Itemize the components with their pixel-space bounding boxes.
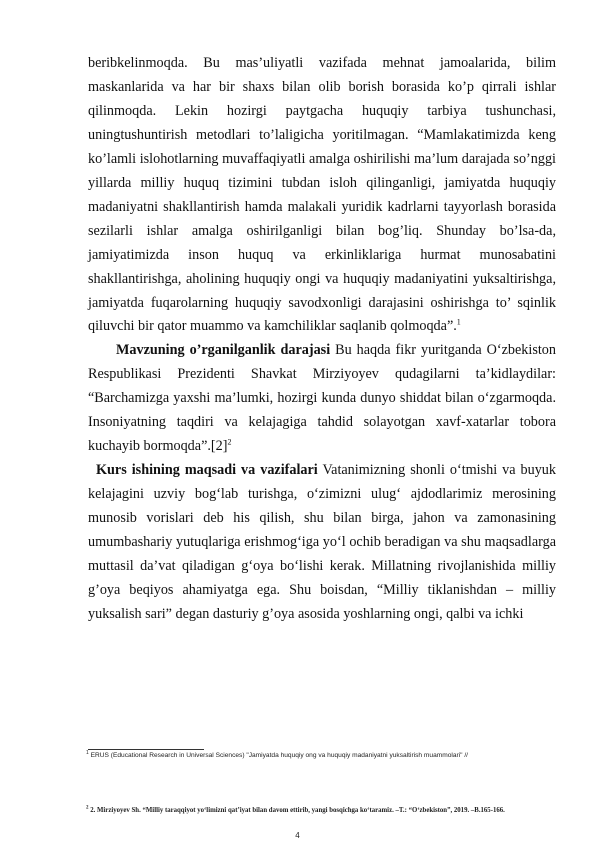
paragraph-goals	[88, 459, 556, 627]
footnote-1-mark: 1	[86, 749, 89, 756]
paragraph-intro-text: beribkelinmoqda. Bu mas’uliyatli vazifada mehnat jamoalarida, bilim maskanlarida va har bir shaxs bilan olib borish borasida ko’p qirrali ishlar qilinmoqda. Lekin hozirgi paytgacha huquqiy tarbiya tushunchasi, uningtushuntirish metodlari to’laligicha yoritilmagan. “Mamlakatimizda keng ko’lamli islohotlarning muvaffaqiyatli amalga oshirilishi ma’lum darajada so’nggi yillarda milliy huquq tizimini tubdan isloh qilinganligi, jamiyatda huquqiy madaniyatni shakllantirish hamda malakali yuridik kadrlarni tayyorlash borasida sezilarli ishlar amalga oshirilganligi bilan bog’liq. Shunday bo’lsa-da, jamiyatimizda inson huquq va erkinliklariga hurmat munosabatini shakllantirishga, aholining huquqiy ongi va huquqiy madaniyatini yuksaltirishga, jamiyatda fuqarolarning huquqiy savodxonligi darajasini oshirishga to’ sqinlik qiluvchi bir qator muammo va kamchiliklar saqlanib qolmoqda”.	[88, 55, 556, 335]
footnote-ref-2[interactable]: 2	[227, 437, 232, 447]
paragraph-study-level	[88, 339, 556, 459]
section-heading-goals: Kurs ishining maqsadi va vazifalari	[96, 462, 318, 478]
section-heading-study-level: Mavzuning o’rganilganlik darajasi	[116, 342, 336, 358]
paragraph-intro	[88, 52, 556, 339]
paragraph-study-level-text: Bu haqda fikr yuritganda O‘zbekiston Respublikasi Prezidenti Shavkat Mirziyoyev qudagilarni ta’kidlaydilar: “Barchamizga yaxshi ma’lumki, hozirgi kunda dunyo shiddat bilan o‘zgarmoqda. Insoniyatning taqdiri va kelajagiga tahdid solayotgan xavf-xatarlar tobora kuchayib bormoqda”.[2]	[88, 342, 556, 454]
page-number: 4	[295, 831, 300, 840]
footnote-2-text: 2. Mirziyoyev Sh. “Milliy taraqqiyot yo‘limizni qat’iyat bilan davom ettirib, yangi bosqichga ko‘taramiz. –T.: “O‘zbekiston”, 2019. –B.165-166.	[88, 807, 505, 814]
footnote-divider	[88, 749, 204, 750]
footnote-ref-1[interactable]: 1	[456, 317, 461, 327]
footnote-2	[86, 805, 558, 817]
paragraph-goals-text: Vatanimizning shonli o‘tmishi va buyuk kelajagini uzviy bog‘lab turishga, o‘zimizni ulug‘ ajdodlarimiz merosining munosib vorislari deb his qilish, shu bilan birga, jahon va zamonasining umumbashariy yutuqlariga erishmog‘iga yo‘l ochib beradigan va shu maqsadlarga muttasil da’vat qiladigan g‘oya bo‘lishi kerak. Millatning rivojlanishida milliy g’oya beqiyos ahamiyatga ega. Shu boisdan, “Milliy tiklanishdan – milliy yuksalish sari” degan dasturiy g’oya asosida yoshlarning ongi, qalbi va ichki	[88, 462, 556, 622]
footnote-1-text: ERUS (Educational Research in Universal Sciences) "Jamiyatda huquqiy ong va huquqiy madaniyatni yuksaltirish muammolari" //	[88, 752, 469, 759]
footnote-2-mark: 2	[86, 805, 89, 811]
footnote-1	[86, 751, 486, 760]
